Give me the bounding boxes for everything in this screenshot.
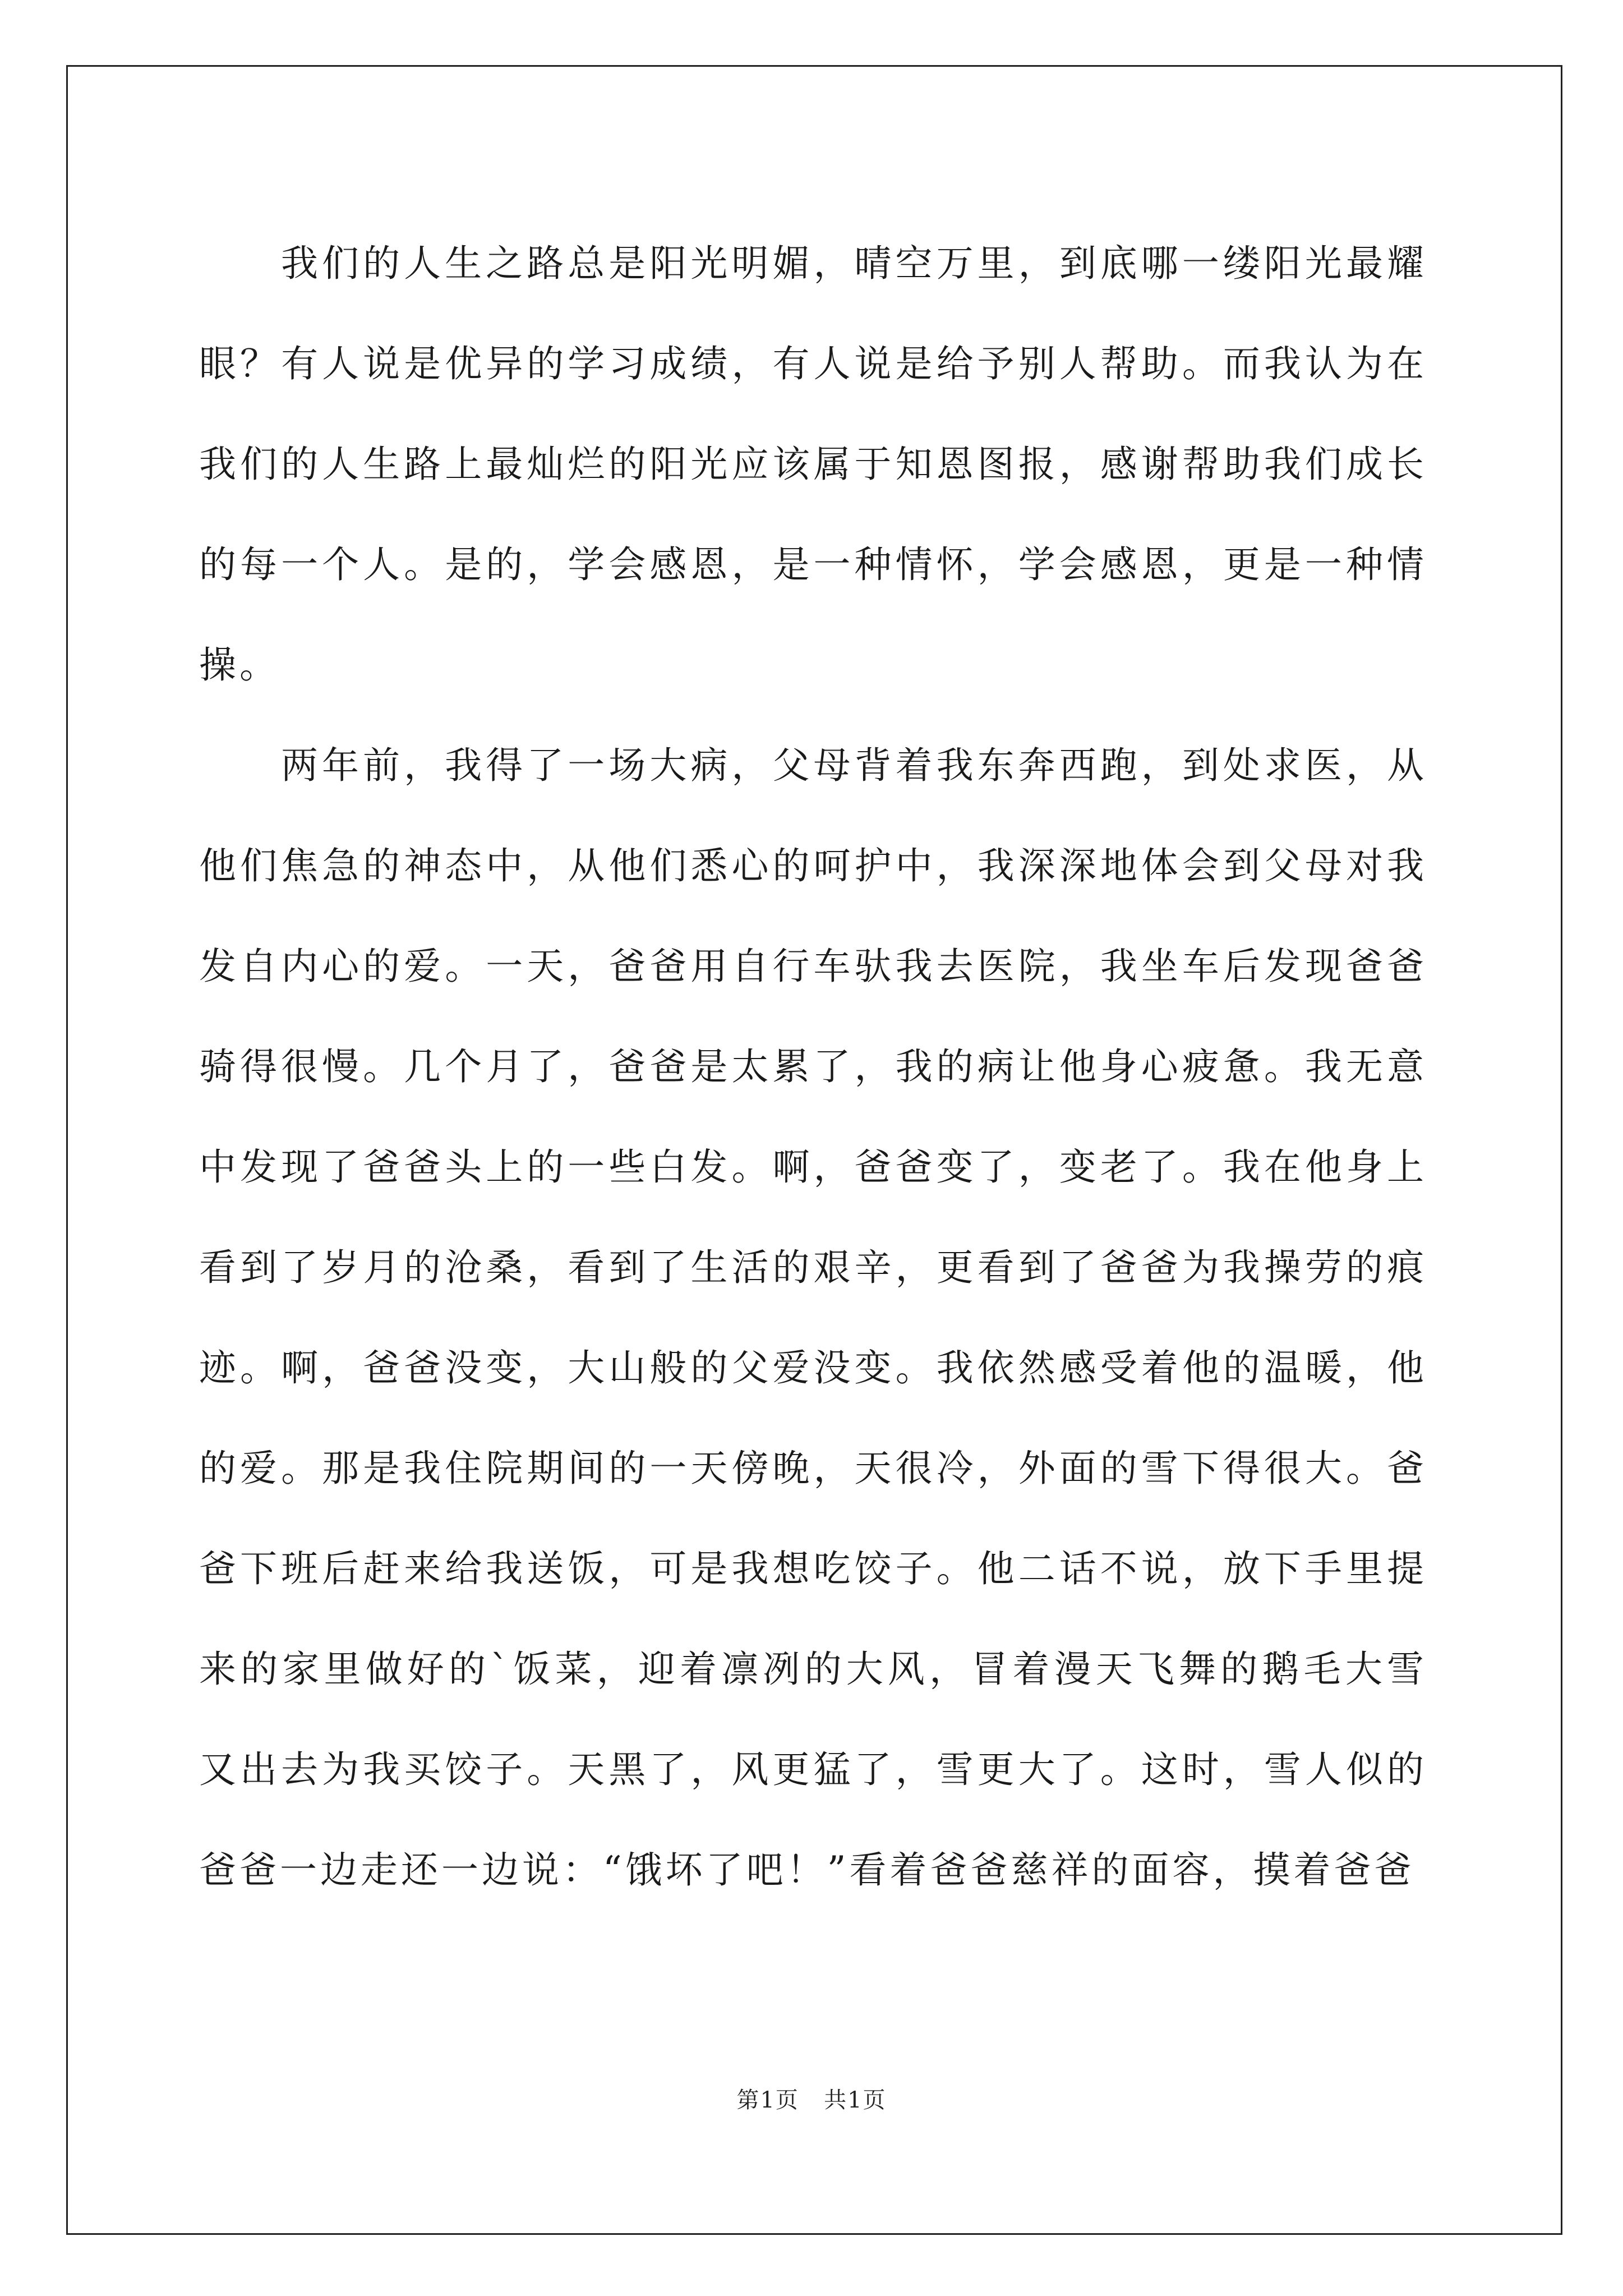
- paragraph: 我们的人生之路总是阳光明媚，晴空万里，到底哪一缕阳光最耀眼？有人说是优异的学习成绩，有人说是给予别人帮助。而我认为在我们的人生路上最灿烂的阳光应该属于知恩图报，感谢帮助我们成长的每一个人。是的，学会感恩，是一种情怀，学会感恩，更是一种情操。: [199, 242, 1427, 687]
- document-body: [199, 213, 1427, 1920]
- paragraph: 两年前，我得了一场大病，父母背着我东奔西跑，到处求医，从他们焦急的神态中，从他们悉心的呵护中，我深深地体会到父母对我发自内心的爱。一天，爸爸用自行车驮我去医院，我坐车后发现爸爸骑得很慢。几个月了，爸爸是太累了，我的病让他身心疲惫。我无意中发现了爸爸头上的一些白发。啊，爸爸变了，变老了。我在他身上看到了岁月的沧桑，看到了生活的艰辛，更看到了爸爸为我操劳的痕迹。啊，爸爸没变，大山般的父爱没变。我依然感受着他的温暖，他的爱。那是我住院期间的一天傍晚，天很冷，外面的雪下得很大。爸爸下班后赶来给我送饭，可是我想吃饺子。他二话不说，放下手里提来的家里做好的`饭菜，迎着凛冽的大风，冒着漫天飞舞的鹅毛大雪又出去为我买饺子。天黑了，风更猛了，雪更大了。这时，雪人似的爸爸一边走还一边说：“饿坏了吧！”看着爸爸慈祥的面容，摸着爸爸: [199, 744, 1427, 1892]
- page-total: 共1页: [824, 2087, 887, 2113]
- page-footer: [0, 2082, 1623, 2114]
- page-number: 第1页: [736, 2087, 799, 2113]
